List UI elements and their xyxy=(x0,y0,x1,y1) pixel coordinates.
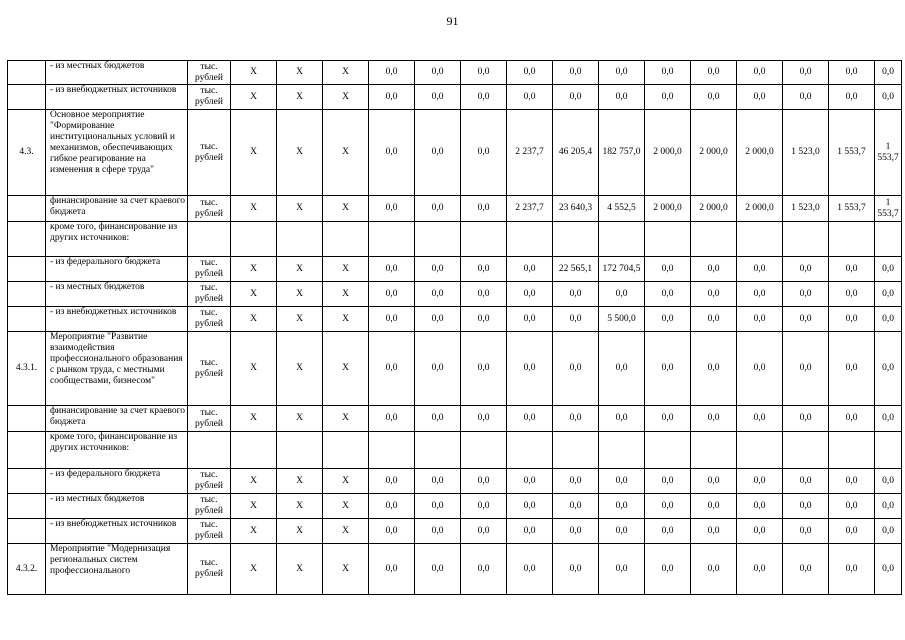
row-value-cell: X xyxy=(323,257,369,282)
row-code xyxy=(8,406,46,432)
table-row xyxy=(8,196,902,222)
table-row xyxy=(8,332,902,406)
row-value-cell: 0,0 xyxy=(553,282,599,307)
row-value-cell xyxy=(737,432,783,469)
row-unit: тыс. рублей xyxy=(188,110,231,196)
row-value-cell xyxy=(415,222,461,257)
row-value-cell: X xyxy=(277,332,323,406)
row-value-cell: 0,0 xyxy=(691,282,737,307)
row-code: 4.3.1. xyxy=(8,332,46,406)
row-value-cell: 0,0 xyxy=(507,61,553,85)
row-value-cell: 23 640,3 xyxy=(553,196,599,222)
row-value-cell: X xyxy=(277,282,323,307)
row-value-cell: 0,0 xyxy=(507,85,553,110)
row-value-cell xyxy=(277,222,323,257)
row-value-cell xyxy=(415,432,461,469)
row-name: - из внебюджетных источников xyxy=(46,519,188,544)
row-value-cell: 0,0 xyxy=(415,406,461,432)
row-value-cell: 0,0 xyxy=(737,307,783,332)
row-value-cell: 0,0 xyxy=(369,282,415,307)
row-value-cell: 0,0 xyxy=(645,307,691,332)
row-value-cell: 0,0 xyxy=(415,110,461,196)
row-value-cell: 0,0 xyxy=(553,469,599,494)
row-value-cell: 2 000,0 xyxy=(645,196,691,222)
row-value-cell: 0,0 xyxy=(415,196,461,222)
row-value-cell: 0,0 xyxy=(369,110,415,196)
row-value-cell: 0,0 xyxy=(507,332,553,406)
row-value-cell: 0,0 xyxy=(829,406,875,432)
row-value-cell: 0,0 xyxy=(599,332,645,406)
row-value-cell: 2 000,0 xyxy=(737,196,783,222)
row-value-cell: 0,0 xyxy=(369,61,415,85)
row-value-cell: 0,0 xyxy=(783,544,829,595)
row-value-cell: 1 553,7 xyxy=(829,196,875,222)
row-value-cell: 0,0 xyxy=(507,307,553,332)
row-value-cell: 0,0 xyxy=(461,519,507,544)
row-value-cell xyxy=(553,432,599,469)
row-value-cell: 0,0 xyxy=(461,406,507,432)
row-value-cell: 0,0 xyxy=(829,494,875,519)
row-value-cell: X xyxy=(323,332,369,406)
row-value-cell: 0,0 xyxy=(507,469,553,494)
row-value-cell: X xyxy=(231,282,277,307)
row-value-cell: X xyxy=(231,257,277,282)
row-value-cell: 0,0 xyxy=(691,406,737,432)
row-value-cell: 0,0 xyxy=(783,257,829,282)
row-value-cell: 0,0 xyxy=(737,282,783,307)
row-value-cell: 0,0 xyxy=(875,257,902,282)
row-value-cell: X xyxy=(231,85,277,110)
row-value-cell: 0,0 xyxy=(461,110,507,196)
row-value-cell: 0,0 xyxy=(875,332,902,406)
row-value-cell: 0,0 xyxy=(829,257,875,282)
row-value-cell: 0,0 xyxy=(415,332,461,406)
row-value-cell: 0,0 xyxy=(461,307,507,332)
row-value-cell: 0,0 xyxy=(369,307,415,332)
row-value-cell xyxy=(875,222,902,257)
budget-table xyxy=(7,60,902,595)
row-value-cell: 0,0 xyxy=(783,469,829,494)
row-code xyxy=(8,282,46,307)
table-row xyxy=(8,222,902,257)
row-unit: тыс. рублей xyxy=(188,519,231,544)
row-value-cell: X xyxy=(277,544,323,595)
table-row xyxy=(8,544,902,595)
row-value-cell xyxy=(737,222,783,257)
row-value-cell: 0,0 xyxy=(553,519,599,544)
row-value-cell: X xyxy=(277,61,323,85)
row-value-cell: 0,0 xyxy=(553,61,599,85)
row-value-cell xyxy=(369,432,415,469)
row-value-cell: X xyxy=(277,494,323,519)
row-unit: тыс. рублей xyxy=(188,257,231,282)
row-value-cell xyxy=(645,222,691,257)
row-value-cell: 0,0 xyxy=(507,544,553,595)
row-unit: тыс. рублей xyxy=(188,406,231,432)
row-unit: тыс. рублей xyxy=(188,307,231,332)
row-value-cell: 0,0 xyxy=(369,544,415,595)
row-value-cell: 0,0 xyxy=(737,469,783,494)
row-value-cell: 0,0 xyxy=(415,257,461,282)
row-value-cell xyxy=(553,222,599,257)
row-value-cell: 0,0 xyxy=(645,494,691,519)
row-value-cell: 2 000,0 xyxy=(691,110,737,196)
row-value-cell xyxy=(461,222,507,257)
row-value-cell: 0,0 xyxy=(553,307,599,332)
row-name: Основное мероприятие "Формирование институциональных условий и механизмов, обеспечивающих гибкое реагирование на изменения в сфере труда" xyxy=(46,110,188,196)
table-row xyxy=(8,469,902,494)
row-value-cell: 1 523,0 xyxy=(783,110,829,196)
row-value-cell: 0,0 xyxy=(599,519,645,544)
row-value-cell: 0,0 xyxy=(415,61,461,85)
row-value-cell xyxy=(231,432,277,469)
row-value-cell: 0,0 xyxy=(645,332,691,406)
table-body xyxy=(8,61,902,595)
row-value-cell: 0,0 xyxy=(369,406,415,432)
row-value-cell: 0,0 xyxy=(645,61,691,85)
row-value-cell: 2 237,7 xyxy=(507,110,553,196)
row-value-cell: 0,0 xyxy=(599,544,645,595)
row-value-cell: 0,0 xyxy=(645,406,691,432)
row-value-cell xyxy=(461,432,507,469)
row-value-cell: X xyxy=(323,61,369,85)
row-value-cell: 0,0 xyxy=(461,61,507,85)
table-row xyxy=(8,61,902,85)
row-value-cell: 0,0 xyxy=(415,469,461,494)
row-value-cell: 0,0 xyxy=(553,85,599,110)
row-value-cell: 0,0 xyxy=(783,85,829,110)
row-value-cell: 0,0 xyxy=(645,544,691,595)
row-unit: тыс. рублей xyxy=(188,469,231,494)
row-name: - из местных бюджетов xyxy=(46,282,188,307)
row-value-cell: 0,0 xyxy=(829,469,875,494)
row-value-cell: X xyxy=(277,85,323,110)
row-value-cell xyxy=(507,222,553,257)
row-value-cell: 0,0 xyxy=(507,257,553,282)
row-value-cell: 0,0 xyxy=(691,332,737,406)
row-name: кроме того, финансирование из других источников: xyxy=(46,432,188,469)
row-value-cell: 0,0 xyxy=(737,406,783,432)
row-unit: тыс. рублей xyxy=(188,282,231,307)
row-value-cell: 0,0 xyxy=(599,494,645,519)
row-value-cell: 0,0 xyxy=(691,257,737,282)
row-value-cell: 0,0 xyxy=(507,282,553,307)
row-value-cell: 0,0 xyxy=(415,307,461,332)
row-value-cell: 0,0 xyxy=(553,332,599,406)
row-value-cell: 0,0 xyxy=(645,257,691,282)
row-value-cell: 2 237,7 xyxy=(507,196,553,222)
row-value-cell xyxy=(691,432,737,469)
row-value-cell: 0,0 xyxy=(829,282,875,307)
row-value-cell: 0,0 xyxy=(369,196,415,222)
row-value-cell: 0,0 xyxy=(737,494,783,519)
row-value-cell: X xyxy=(277,469,323,494)
row-value-cell: 0,0 xyxy=(599,85,645,110)
row-name: - из местных бюджетов xyxy=(46,61,188,85)
row-code xyxy=(8,307,46,332)
row-value-cell: 0,0 xyxy=(645,85,691,110)
row-value-cell: 0,0 xyxy=(461,544,507,595)
row-name: кроме того, финансирование из других источников: xyxy=(46,222,188,257)
row-value-cell: X xyxy=(323,494,369,519)
row-value-cell: X xyxy=(231,494,277,519)
row-value-cell xyxy=(369,222,415,257)
row-name: - из внебюджетных источников xyxy=(46,85,188,110)
row-value-cell: X xyxy=(277,307,323,332)
row-value-cell: 0,0 xyxy=(875,469,902,494)
row-value-cell xyxy=(231,222,277,257)
table-row xyxy=(8,494,902,519)
row-value-cell: 0,0 xyxy=(461,332,507,406)
row-value-cell: 0,0 xyxy=(737,85,783,110)
row-value-cell: X xyxy=(277,257,323,282)
table-row xyxy=(8,85,902,110)
row-value-cell xyxy=(507,432,553,469)
row-value-cell xyxy=(783,222,829,257)
row-value-cell: 0,0 xyxy=(599,282,645,307)
row-value-cell: X xyxy=(231,406,277,432)
row-value-cell: 0,0 xyxy=(737,332,783,406)
row-unit: тыс. рублей xyxy=(188,196,231,222)
row-code xyxy=(8,432,46,469)
row-value-cell: 0,0 xyxy=(369,332,415,406)
row-value-cell: 0,0 xyxy=(783,519,829,544)
row-value-cell: 4 552,5 xyxy=(599,196,645,222)
row-value-cell: 0,0 xyxy=(369,494,415,519)
table-row xyxy=(8,110,902,196)
row-value-cell: 1 553,7 xyxy=(875,196,902,222)
row-code xyxy=(8,519,46,544)
row-value-cell: X xyxy=(231,332,277,406)
row-value-cell: X xyxy=(277,519,323,544)
row-value-cell xyxy=(599,432,645,469)
row-value-cell: 0,0 xyxy=(691,469,737,494)
row-value-cell: 0,0 xyxy=(599,61,645,85)
row-value-cell: 0,0 xyxy=(783,307,829,332)
row-value-cell: 0,0 xyxy=(783,332,829,406)
row-value-cell: 0,0 xyxy=(691,544,737,595)
row-value-cell: X xyxy=(231,110,277,196)
row-value-cell: 0,0 xyxy=(829,519,875,544)
row-value-cell: X xyxy=(323,307,369,332)
row-value-cell: 0,0 xyxy=(599,406,645,432)
row-name: финансирование за счет краевого бюджета xyxy=(46,196,188,222)
row-value-cell: 0,0 xyxy=(461,257,507,282)
row-value-cell: 2 000,0 xyxy=(645,110,691,196)
row-value-cell: 0,0 xyxy=(691,61,737,85)
row-value-cell: 0,0 xyxy=(829,544,875,595)
table-row xyxy=(8,257,902,282)
row-value-cell: 0,0 xyxy=(415,544,461,595)
row-code xyxy=(8,257,46,282)
row-value-cell: X xyxy=(323,544,369,595)
row-code xyxy=(8,85,46,110)
row-value-cell: 0,0 xyxy=(461,282,507,307)
row-value-cell: X xyxy=(231,307,277,332)
row-value-cell xyxy=(691,222,737,257)
row-value-cell: X xyxy=(323,469,369,494)
row-value-cell: 0,0 xyxy=(829,332,875,406)
row-value-cell: X xyxy=(323,196,369,222)
row-value-cell: X xyxy=(231,469,277,494)
row-value-cell: X xyxy=(323,282,369,307)
row-value-cell: 0,0 xyxy=(783,406,829,432)
row-unit: тыс. рублей xyxy=(188,61,231,85)
row-value-cell: 0,0 xyxy=(783,61,829,85)
row-code xyxy=(8,196,46,222)
row-value-cell: 46 205,4 xyxy=(553,110,599,196)
row-value-cell: 0,0 xyxy=(829,307,875,332)
row-value-cell: 0,0 xyxy=(875,282,902,307)
row-value-cell: 0,0 xyxy=(737,257,783,282)
row-value-cell: 0,0 xyxy=(645,282,691,307)
row-value-cell: X xyxy=(323,110,369,196)
row-code xyxy=(8,494,46,519)
row-value-cell: 1 523,0 xyxy=(783,196,829,222)
table-row xyxy=(8,519,902,544)
table-row xyxy=(8,282,902,307)
row-value-cell xyxy=(783,432,829,469)
row-value-cell: 0,0 xyxy=(829,85,875,110)
row-unit xyxy=(188,222,231,257)
row-value-cell: 1 553,7 xyxy=(829,110,875,196)
row-value-cell: 0,0 xyxy=(875,406,902,432)
row-value-cell: X xyxy=(277,406,323,432)
row-value-cell: 5 500,0 xyxy=(599,307,645,332)
table-row xyxy=(8,432,902,469)
row-value-cell xyxy=(829,222,875,257)
row-unit xyxy=(188,432,231,469)
row-unit: тыс. рублей xyxy=(188,494,231,519)
row-value-cell: 0,0 xyxy=(875,519,902,544)
row-value-cell: 0,0 xyxy=(507,519,553,544)
row-value-cell: 0,0 xyxy=(691,494,737,519)
row-value-cell xyxy=(323,222,369,257)
row-value-cell: X xyxy=(231,544,277,595)
row-code xyxy=(8,222,46,257)
row-value-cell: 0,0 xyxy=(461,196,507,222)
row-value-cell: 0,0 xyxy=(369,469,415,494)
row-value-cell: 0,0 xyxy=(875,85,902,110)
row-value-cell: 0,0 xyxy=(645,519,691,544)
row-name: Мероприятие "Модернизация региональных систем профессионального xyxy=(46,544,188,595)
row-value-cell: 0,0 xyxy=(875,544,902,595)
row-value-cell: 0,0 xyxy=(369,519,415,544)
row-name: финансирование за счет краевого бюджета xyxy=(46,406,188,432)
row-value-cell: 0,0 xyxy=(875,494,902,519)
row-value-cell: 0,0 xyxy=(553,494,599,519)
row-name: - из федерального бюджета xyxy=(46,469,188,494)
row-value-cell: 0,0 xyxy=(415,519,461,544)
row-value-cell: 2 000,0 xyxy=(737,110,783,196)
row-unit: тыс. рублей xyxy=(188,544,231,595)
row-value-cell: 22 565,1 xyxy=(553,257,599,282)
row-value-cell: 0,0 xyxy=(875,307,902,332)
row-value-cell: 0,0 xyxy=(645,469,691,494)
row-value-cell: X xyxy=(277,110,323,196)
row-value-cell xyxy=(277,432,323,469)
row-value-cell: 0,0 xyxy=(461,85,507,110)
row-value-cell xyxy=(323,432,369,469)
row-value-cell: 2 000,0 xyxy=(691,196,737,222)
row-value-cell: 0,0 xyxy=(691,519,737,544)
row-value-cell: 0,0 xyxy=(691,307,737,332)
row-name: - из федерального бюджета xyxy=(46,257,188,282)
row-value-cell: 0,0 xyxy=(369,257,415,282)
row-value-cell: X xyxy=(231,61,277,85)
row-value-cell: 172 704,5 xyxy=(599,257,645,282)
row-value-cell: X xyxy=(277,196,323,222)
row-value-cell: 0,0 xyxy=(737,544,783,595)
row-value-cell: 0,0 xyxy=(553,406,599,432)
row-value-cell: 0,0 xyxy=(461,494,507,519)
row-value-cell xyxy=(829,432,875,469)
row-unit: тыс. рублей xyxy=(188,332,231,406)
page-number: 91 xyxy=(446,14,459,28)
row-value-cell: 0,0 xyxy=(507,406,553,432)
row-value-cell: 0,0 xyxy=(875,61,902,85)
row-value-cell xyxy=(875,432,902,469)
row-name: - из внебюджетных источников xyxy=(46,307,188,332)
row-name: Мероприятие "Развитие взаимодействия профессионального образования с рынком труда, с местными сообществами, бизнесом" xyxy=(46,332,188,406)
row-value-cell: X xyxy=(231,519,277,544)
row-value-cell: 0,0 xyxy=(415,282,461,307)
row-unit: тыс. рублей xyxy=(188,85,231,110)
row-code: 4.3.2. xyxy=(8,544,46,595)
row-value-cell: 1 553,7 xyxy=(875,110,902,196)
row-value-cell: 0,0 xyxy=(461,469,507,494)
row-value-cell: 0,0 xyxy=(415,494,461,519)
row-value-cell: X xyxy=(323,85,369,110)
row-value-cell: 0,0 xyxy=(369,85,415,110)
row-value-cell: 0,0 xyxy=(599,469,645,494)
row-value-cell: 0,0 xyxy=(737,61,783,85)
row-value-cell: 0,0 xyxy=(415,85,461,110)
row-value-cell: X xyxy=(231,196,277,222)
row-value-cell: 0,0 xyxy=(553,544,599,595)
row-value-cell: 0,0 xyxy=(507,494,553,519)
row-value-cell: 0,0 xyxy=(783,282,829,307)
row-code: 4.3. xyxy=(8,110,46,196)
row-value-cell: X xyxy=(323,519,369,544)
row-code xyxy=(8,469,46,494)
row-value-cell: 0,0 xyxy=(691,85,737,110)
table-row xyxy=(8,406,902,432)
row-value-cell: 0,0 xyxy=(737,519,783,544)
table-row xyxy=(8,307,902,332)
row-name: - из местных бюджетов xyxy=(46,494,188,519)
row-value-cell: X xyxy=(323,406,369,432)
row-value-cell: 182 757,0 xyxy=(599,110,645,196)
row-value-cell xyxy=(599,222,645,257)
row-value-cell xyxy=(645,432,691,469)
row-value-cell: 0,0 xyxy=(829,61,875,85)
row-code xyxy=(8,61,46,85)
row-value-cell: 0,0 xyxy=(783,494,829,519)
